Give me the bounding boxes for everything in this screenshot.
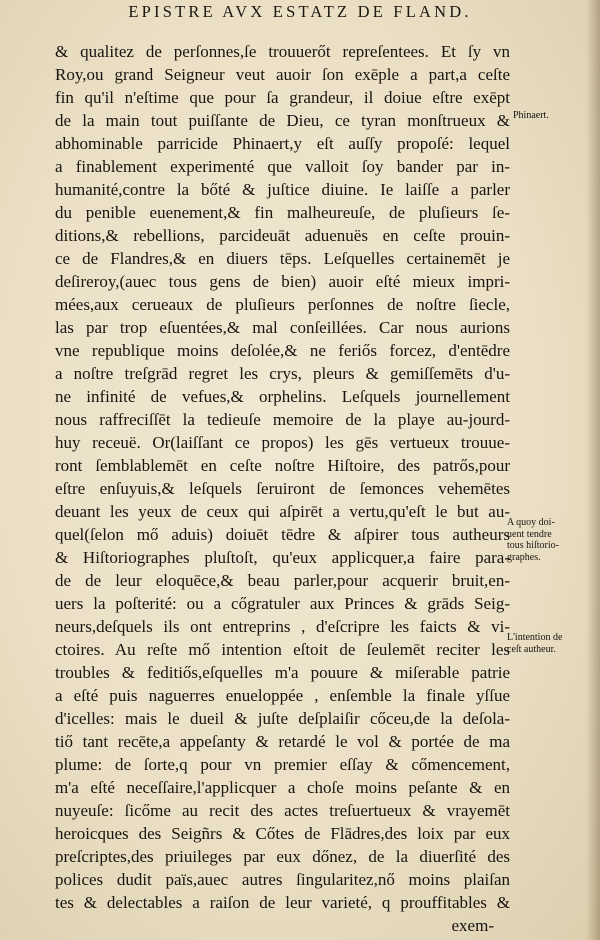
text-line: deſireroy,(auec tous gens de bien) auoir eſté mieux impri-: [55, 272, 510, 291]
text-line: & qualitez de perſonnes,ſe trouuerőt repreſentees. Et ſy vn: [55, 42, 510, 61]
text-line: las par trop eſuentées,& mal conſeillées. Car nous aurions: [55, 318, 510, 337]
text-line: a eſté puis naguerres enueloppée , enſemble la finale yſſue: [55, 686, 510, 705]
text-line: de de leur eloquēce,& beau parler,pour acquerir bruit,en-: [55, 571, 510, 590]
text-line: & Hiſtoriographes pluſtoſt, qu'eux applicquer,a faire para-: [55, 548, 510, 567]
text-line: fin qu'il n'eſtime que pour ſa grandeur, il doiue eſtre exēpt: [55, 88, 510, 107]
text-line: polices dudit païs,auec autres ſingularitez,nő moins plaiſan: [55, 870, 510, 889]
text-line: troubles & feditiős,eſquelles m'a pouure & miſerable patrie: [55, 663, 510, 682]
margin-note-phinaert: [513, 110, 549, 122]
margin-note-historiographers: [507, 517, 559, 563]
text-line: a finablement experimenté que valloit ſoy bander par in-: [55, 157, 510, 176]
text-line: quel(ſelon mő aduis) doiuēt tēdre & aſpirer tous autheurs: [55, 525, 510, 544]
text-line: du penible euenement,& fin malheureuſe, de pluſieurs ſe-: [55, 203, 510, 222]
text-line: heroicques des Seigñrs & Cőtes de Flādres,des loix par eux: [55, 824, 510, 843]
text-line: ce de Flandres,& en diuers tēps. Leſquelles certainemēt je: [55, 249, 510, 268]
text-line: d'icelles: mais le dueil & juſte deſplaiſir cőceu,de la deſola-: [55, 709, 510, 728]
text-line: ne infinité de vefues,& orphelins. Leſquels journellement: [55, 387, 510, 406]
text-line: uers la poſterité: ou a cőgratuler aux Princes & grāds Seig-: [55, 594, 510, 613]
text-line: deuant les yeux de ceux qui aſpirēt a vertu,qu'eſt le but au-: [55, 502, 510, 521]
text-line: preſcriptes,des priuileges par eux dőnez, de la diuerſité des: [55, 847, 510, 866]
margin-note-line: Phinaert.: [513, 110, 549, 121]
body-text: [55, 40, 510, 937]
margin-note-line: uent tendre: [507, 528, 552, 540]
text-line: tiő tant recēte,a appeſanty & retardé le vol & portée de ma: [55, 732, 510, 751]
text-line: nuyeuſe: ſicőme au recit des actes treſuertueux & vrayemēt: [55, 801, 510, 820]
text-line: huy receuë. Or(laiſſant ce propos) les gēs vertueux trouue-: [55, 433, 510, 452]
page-gutter-shadow: [586, 0, 600, 940]
text-line: ctoires. Au reſte mő intention eſtoit de ſeulemēt reciter les: [55, 640, 510, 659]
text-line: humanité,contre la bőté & juſtice diuine. Ie laiſſe a parler: [55, 180, 510, 199]
text-line: vne republique moins deſolée,& ne feriős forcez, d'entēdre: [55, 341, 510, 360]
text-line: nous raffreciſſēt la tedieuſe memoire de la playe au-jourd-: [55, 410, 510, 429]
text-line: exem-: [451, 916, 494, 935]
text-line: ditions,& rebellions, parcideuāt aduenuës en ceſte prouin-: [55, 226, 510, 245]
margin-note-line: graphes.: [507, 551, 541, 563]
text-line: m'a eſté neceſſaire,l'applicquer a choſe moins peſante & en: [55, 778, 510, 797]
text-line: mées,aux cerueaux de pluſieurs perſonnes de noſtre ſiecle,: [55, 295, 510, 314]
margin-note-line: ceſt autheur.: [507, 643, 556, 655]
text-line: a noſtre treſgrād regret les crys, pleurs & gemiſſemēts d'u-: [55, 364, 510, 383]
text-line: Roy,ou grand Seigneur veut auoir ſon exēple a part,a ceſte: [55, 65, 510, 84]
text-line: tes & delectables a raiſon de leur varieté, q prouffitables &: [55, 893, 510, 912]
text-line: plume: de ſorte,q pour vn premier eſſay & cőmencement,: [55, 755, 510, 774]
margin-note-author-intention: [507, 632, 562, 655]
text-line: ront ſemblablemēt en ceſte noſtre Hiſtoire, des patrős,pour: [55, 456, 510, 475]
text-line: neurs,deſquels ils ont entreprins , d'eſcripre les faicts & vi-: [55, 617, 510, 636]
margin-note-line: tous hiſtorio-: [507, 540, 559, 551]
text-line: eſtre enſuyuis,& leſquels ſeruiront de ſemonces vehemētes: [55, 479, 510, 498]
running-header: EPISTRE AVX ESTATZ DE FLAND.: [128, 2, 472, 21]
margin-note-line: A quoy doi-: [507, 517, 555, 528]
text-line: abhominable parricide Phinaert,y eſt auſſy propoſé: lequel: [55, 134, 510, 153]
margin-note-line: L'intention de: [507, 632, 563, 643]
text-line: de la main tout puiſſante de Dieu, ce tyran monſtrueux &: [55, 111, 510, 130]
